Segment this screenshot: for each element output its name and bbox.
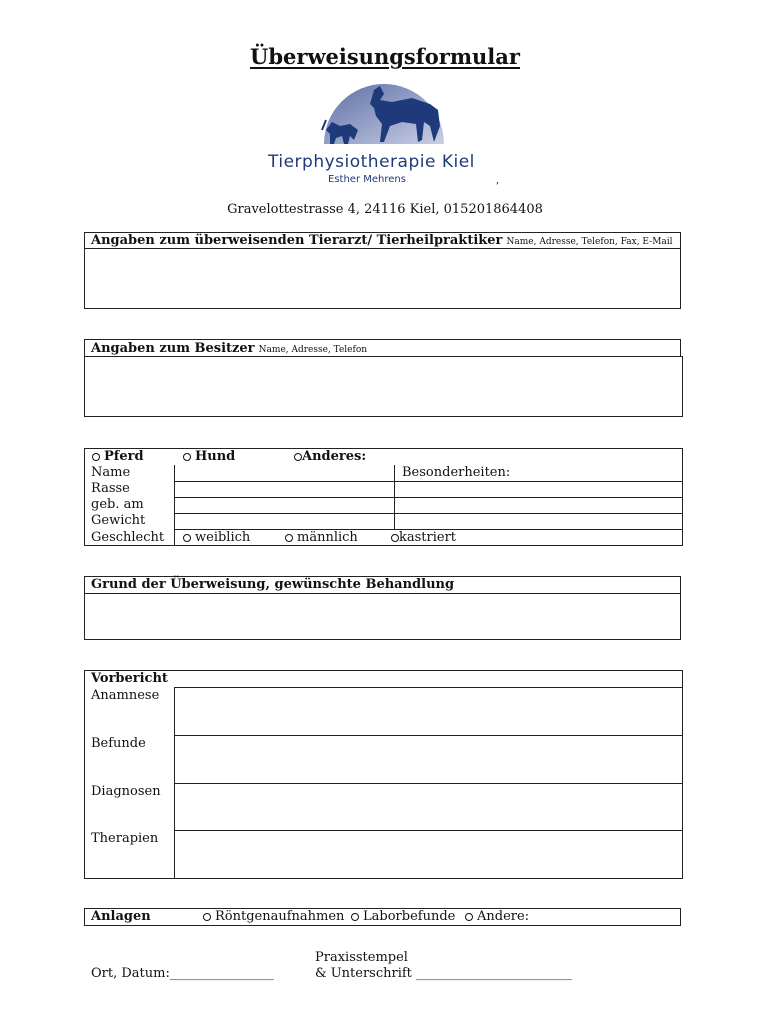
vet-section-label: Angaben zum überweisenden Tierarzt/ Tierheilpraktiker [91, 233, 503, 248]
sex-option-male[interactable] [285, 530, 358, 546]
owner-section-hint: Name, Adresse, Telefon [258, 345, 368, 355]
signature-line[interactable]: & Unterschrift ________________________ [315, 966, 573, 981]
logo-name: Tierphysiotherapie Kiel [268, 152, 475, 172]
radio-circle-icon [183, 534, 191, 542]
reason-section-label: Grund der Überweisung, gewünschte Behandlung [91, 577, 455, 592]
radio-circle-icon [294, 453, 302, 461]
row-label-findings: Befunde [91, 736, 146, 751]
radio-circle-icon [391, 534, 399, 542]
owner-details-field[interactable] [85, 357, 682, 416]
logo-comma: , [496, 175, 500, 186]
row-label-weight: Gewicht [91, 513, 146, 528]
weight-field[interactable] [175, 514, 393, 529]
sex-option-female-label: weiblich [195, 530, 251, 545]
vet-section-hint: Name, Adresse, Telefon, Fax, E-Mail [506, 237, 673, 247]
sex-option-male-label: männlich [297, 530, 358, 545]
attachment-option-lab[interactable] [351, 909, 455, 925]
birthdate-field[interactable] [175, 498, 393, 513]
radio-circle-icon [183, 453, 191, 461]
row-label-name: Name [91, 465, 131, 480]
option-horse[interactable] [92, 449, 144, 465]
attachment-option-xray-label: Röntgenaufnahmen [215, 909, 345, 924]
findings-field[interactable] [175, 736, 681, 782]
attachments-label: Anlagen [91, 909, 151, 924]
row-label-sex: Geschlecht [91, 530, 165, 545]
report-section-label: Vorbericht [91, 671, 168, 686]
option-other-label: Anderes: [302, 449, 367, 464]
vet-section-heading [91, 233, 673, 250]
radio-circle-icon [285, 534, 293, 542]
attachment-option-lab-label: Laborbefunde [363, 909, 456, 924]
attachment-option-xray[interactable] [203, 909, 344, 925]
sex-option-neutered-label: kastriert [399, 530, 457, 545]
radio-circle-icon [351, 913, 359, 921]
radio-circle-icon [465, 913, 473, 921]
breed-field[interactable] [175, 482, 393, 497]
diagnoses-field[interactable] [175, 784, 681, 829]
page-title: Überweisungsformular [250, 44, 520, 69]
place-date-line[interactable]: Ort, Datum:________________ [91, 966, 274, 981]
address-line: Gravelottestrasse 4, 24116 Kiel, 015201864408 [227, 202, 543, 217]
option-horse-label: Pferd [104, 449, 144, 464]
option-other[interactable] [294, 449, 366, 465]
row-label-breed: Rasse [91, 481, 130, 496]
row-label-diagnoses: Diagnosen [91, 784, 161, 799]
logo [262, 82, 512, 192]
therapies-field[interactable] [175, 831, 681, 878]
owner-section-heading [91, 341, 367, 358]
reason-field[interactable] [85, 594, 680, 639]
vet-details-field[interactable] [85, 249, 680, 308]
stamp-label: Praxisstempel [315, 950, 408, 965]
row-label-anamnesis: Anamnese [91, 688, 160, 703]
row-label-therapies: Therapien [91, 831, 159, 846]
anamnesis-field[interactable] [175, 688, 681, 734]
owner-section-label: Angaben zum Besitzer [91, 341, 255, 356]
row-label-birthdate: geb. am [91, 497, 144, 512]
attachment-option-other-label: Andere: [477, 909, 530, 924]
attachment-option-other[interactable] [465, 909, 529, 925]
special-notes-label: Besonderheiten: [402, 465, 511, 480]
sex-option-neutered[interactable] [391, 530, 456, 546]
sex-option-female[interactable] [183, 530, 250, 546]
option-dog-label: Hund [195, 449, 236, 464]
radio-circle-icon [203, 913, 211, 921]
special-notes-field[interactable] [395, 482, 681, 529]
radio-circle-icon [92, 453, 100, 461]
logo-subtitle: Esther Mehrens [328, 174, 406, 185]
name-field[interactable] [175, 466, 393, 481]
option-dog[interactable] [183, 449, 235, 465]
